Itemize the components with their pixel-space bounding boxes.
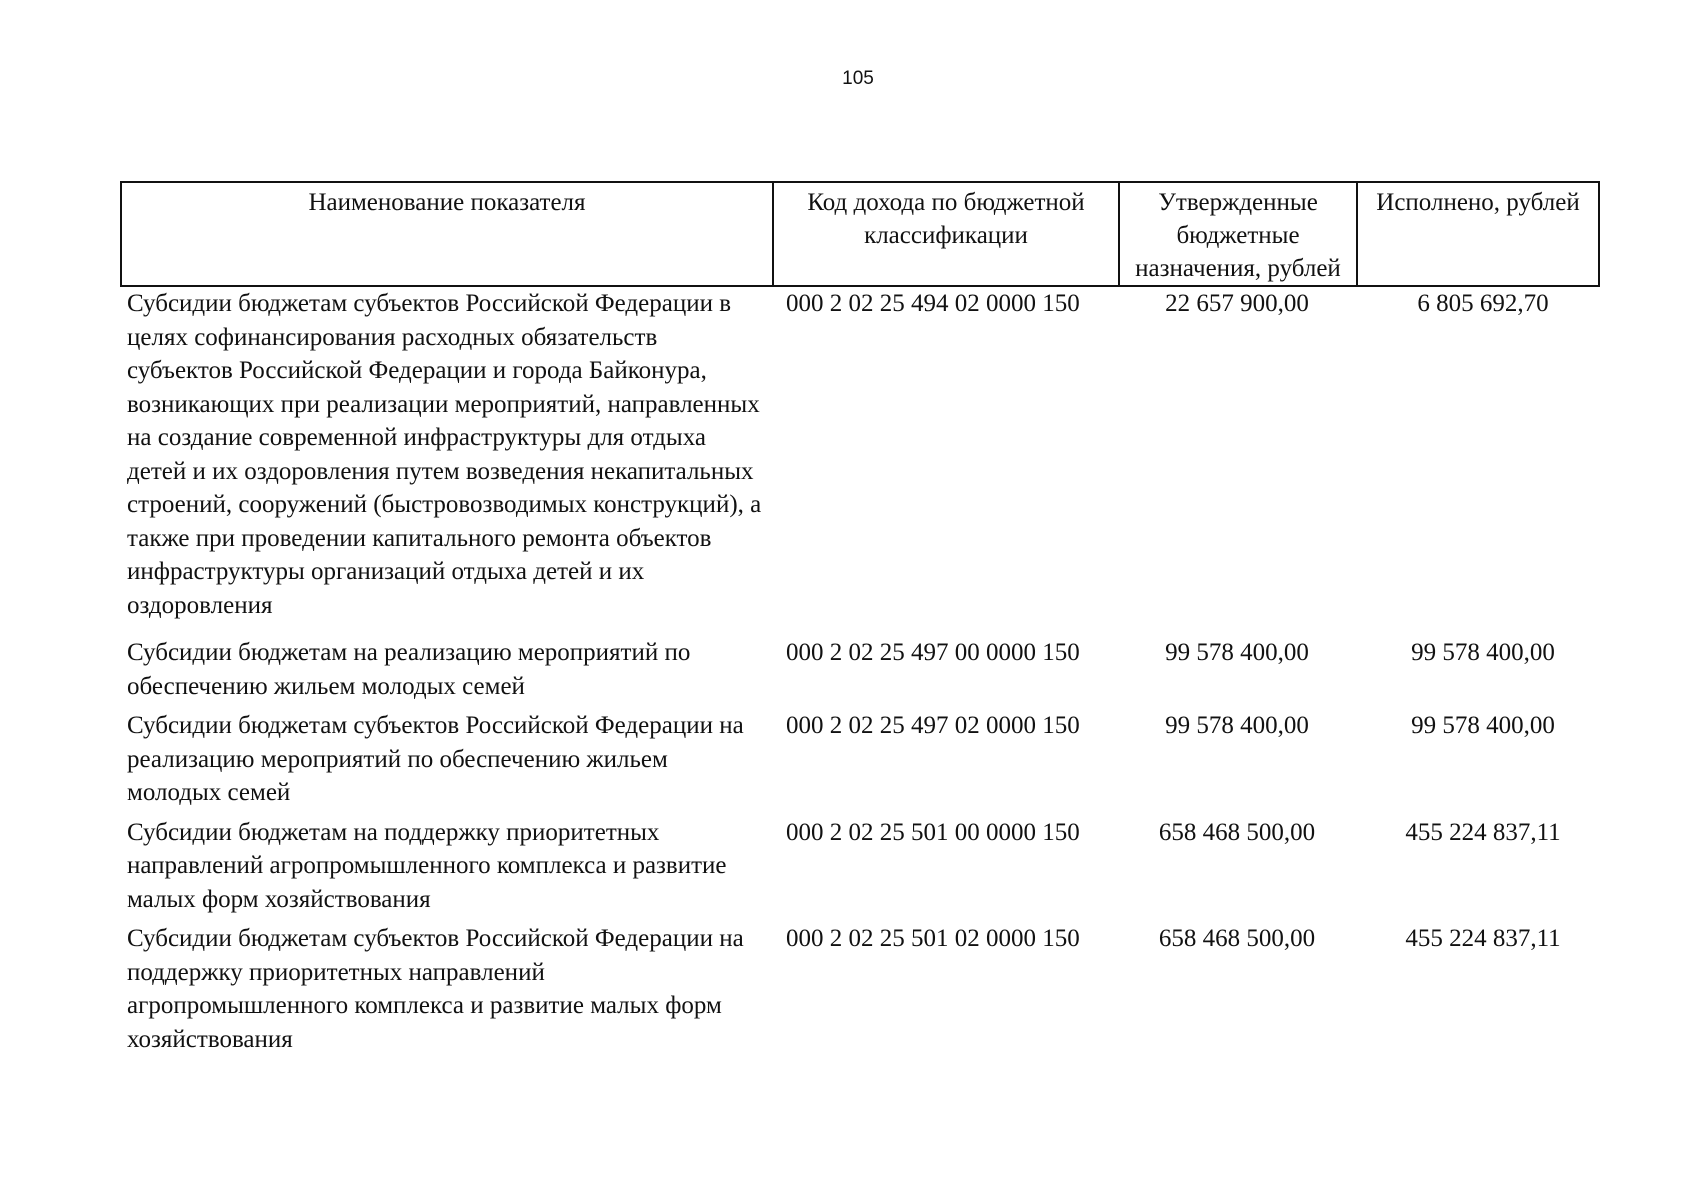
header-code: Код дохода по бюджетной классификации bbox=[774, 183, 1120, 285]
row-approved: 99 578 400,00 bbox=[1165, 639, 1309, 666]
header-approved: Утвержденные бюджетные назначения, рублей bbox=[1120, 183, 1358, 285]
table-header bbox=[120, 181, 1600, 287]
table-row bbox=[120, 287, 1600, 622]
row-executed: 99 578 400,00 bbox=[1411, 639, 1555, 666]
row-approved: 22 657 900,00 bbox=[1165, 290, 1309, 317]
row-approved: 658 468 500,00 bbox=[1158, 925, 1316, 952]
row-name: Субсидии бюджетам на реализацию мероприятий по обеспечению жильем молодых семей bbox=[127, 639, 691, 700]
row-executed: 455 224 837,11 bbox=[1405, 925, 1561, 952]
row-name: Субсидии бюджетам субъектов Российской Федерации на поддержку приоритетных направлений агропромышленного комплекса и развитие малых форм хозяйствования bbox=[127, 925, 744, 1053]
row-executed: 455 224 837,11 bbox=[1405, 818, 1561, 846]
row-code: 000 2 02 25 501 00 0000 150 bbox=[786, 818, 1080, 846]
table-body bbox=[120, 287, 1600, 1056]
header-name: Наименование показателя bbox=[122, 183, 774, 285]
table-row bbox=[120, 636, 1600, 703]
table-row bbox=[120, 922, 1600, 1056]
row-name: Субсидии бюджетам субъектов Российской Федерации в целях софинансирования расходных обязательств субъектов Российской Федерации и города Байконура, возникающих при реализации мероприятий, направленных на создание современной инфраструктуры для отдыха детей и их оздоровления путем возведения некапитальных строений, сооружений (быстровозводимых конструкций), а также при проведении капитального ремонта объектов инфраструктуры организаций отдыха детей и их оздоровления bbox=[127, 290, 762, 619]
row-executed: 6 805 692,70 bbox=[1417, 290, 1549, 317]
row-code: 000 2 02 25 497 02 0000 150 bbox=[786, 712, 1080, 739]
row-name: Субсидии бюджетам на поддержку приоритетных направлений агропромышленного комплекса и развитие малых форм хозяйствования bbox=[127, 818, 727, 913]
row-approved: 658 468 500,00 bbox=[1158, 818, 1316, 846]
row-code: 000 2 02 25 494 02 0000 150 bbox=[786, 290, 1080, 317]
page-number: 105 bbox=[842, 68, 874, 89]
row-code: 000 2 02 25 501 02 0000 150 bbox=[786, 925, 1080, 952]
header-executed: Исполнено, рублей bbox=[1376, 189, 1580, 216]
table-row bbox=[120, 816, 1600, 917]
table-row bbox=[120, 709, 1600, 810]
row-executed: 99 578 400,00 bbox=[1411, 712, 1555, 739]
row-code: 000 2 02 25 497 00 0000 150 bbox=[786, 639, 1080, 666]
row-name: Субсидии бюджетам субъектов Российской Федерации на реализацию мероприятий по обеспечению жильем молодых семей bbox=[127, 712, 744, 806]
row-approved: 99 578 400,00 bbox=[1165, 712, 1309, 739]
